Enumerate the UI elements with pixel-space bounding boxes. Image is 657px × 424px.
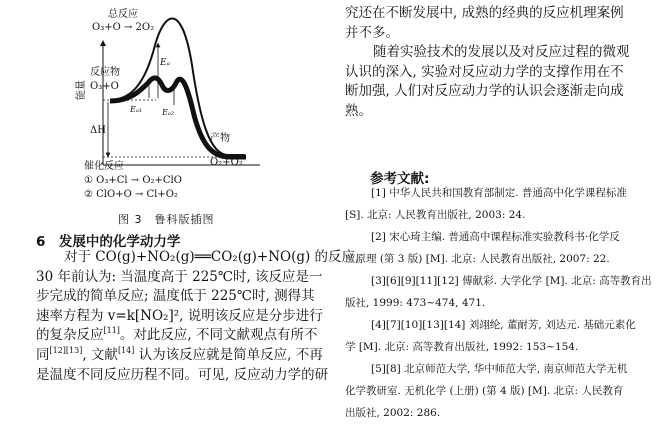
- y-axis-label: 能量: [76, 80, 87, 100]
- body-line: 究还在不断发展中, 成熟的经典的反应机理案例: [345, 5, 624, 21]
- body-line: 断加强, 人们对反应动力学的认识会逐渐走向成: [345, 83, 624, 100]
- body-line: 是温度不同反应历程不同。可见, 反应动力学的研: [36, 366, 329, 383]
- figure-caption: 图 3 鲁科版插图: [118, 213, 215, 226]
- reference-line: [4][7][10][13][14] 刘翊纶, 董耐芳, 刘达元. 基础元素化: [371, 319, 636, 331]
- reference-line: [3][6][9][11][12] 傅献彩. 大学化学 [M]. 北京: 高等教育出: [371, 275, 652, 287]
- reference-line: [1] 中华人民共和国教育部制定. 普通高中化学课程标准: [371, 187, 627, 199]
- reference-line: [2] 宋心琦主编. 普通高中课程标准实验教科书·化学反: [371, 231, 620, 243]
- products-formula: O₂+O₂: [210, 157, 243, 168]
- ea-label: Eₐ: [160, 58, 170, 68]
- right-body: [345, 4, 630, 122]
- body-line: 速率方程为 v=k[NO₂]², 说明该反应是分步进行: [36, 307, 323, 324]
- reference-line: [S]. 北京: 人民教育出版社, 2003: 24.: [345, 209, 526, 221]
- reference-line: 版社, 1999: 473~474, 471.: [345, 297, 486, 309]
- body-line: 30 年前认为: 当温度高于 225℃时, 该反应是一: [36, 268, 323, 285]
- delta-h-label: ΔH: [90, 125, 106, 136]
- catalysis-step-1: ① O₃+Cl → O₂+ClO: [84, 175, 182, 186]
- section-body: [36, 248, 359, 385]
- reference-line: 出版社, 2002: 286.: [345, 407, 441, 419]
- catalysis-step-2: ② ClO+O → Cl+O₂: [84, 189, 178, 200]
- reference-line: 应原理 (第 3 版) [M]. 北京: 人民教育出版社, 2007: 22.: [345, 253, 610, 265]
- references-title: 参考文献:: [370, 171, 430, 187]
- reference-line: [5][8] 北京师范大学, 华中师范大学, 南京师范大学无机: [371, 363, 628, 375]
- reactants-formula: O₃+O: [90, 81, 119, 92]
- body-line: 步完成的简单反应; 温度低于 225℃时, 测得其: [36, 288, 315, 305]
- total-reaction-equation: O₃+O → 2O₂: [92, 22, 155, 33]
- references-list: [345, 182, 652, 424]
- energy-diagram-figure: [70, 5, 270, 205]
- body-line: 并不多。: [345, 24, 399, 41]
- citation: [11]: [103, 326, 120, 336]
- body-line: 熟。: [345, 102, 372, 119]
- citation: [14]: [117, 345, 135, 355]
- citation: [12][13]: [49, 345, 83, 355]
- catalysed-curve: [110, 78, 246, 157]
- catalysis-title: 催化反应: [84, 161, 124, 172]
- ea2-label: Eₐ₂: [162, 108, 175, 117]
- reactants-label: 反应物: [90, 67, 120, 78]
- body-line: 对于 CO(g)+NO₂(g)══CO₂(g)+NO(g) 的反应,: [64, 249, 360, 265]
- body-line: 随着实验技术的发展以及对反应过程的微观: [373, 44, 630, 61]
- reference-line: 化学教研室. 无机化学 (上册) (第 4 版) [M]. 北京: 人民教育: [345, 385, 624, 397]
- total-reaction-label: 总反应: [108, 9, 138, 20]
- reference-line: 学 [M]. 北京: 高等教育出版社, 1992: 153~154.: [345, 341, 579, 353]
- products-label: 产物: [210, 133, 230, 144]
- body-line: 同[12][13], 文献[14] 认为该反应就是简单反应, 不再: [36, 345, 323, 363]
- body-line: 的复杂反应[11]。对此反应, 不同文献观点有所不: [36, 326, 318, 344]
- section-title: 6 发展中的化学动力学: [36, 234, 181, 250]
- ea1-label: Eₐ₁: [130, 105, 143, 114]
- body-line: 认识的深入, 实验对反应动力学的支撑作用在不: [345, 63, 624, 80]
